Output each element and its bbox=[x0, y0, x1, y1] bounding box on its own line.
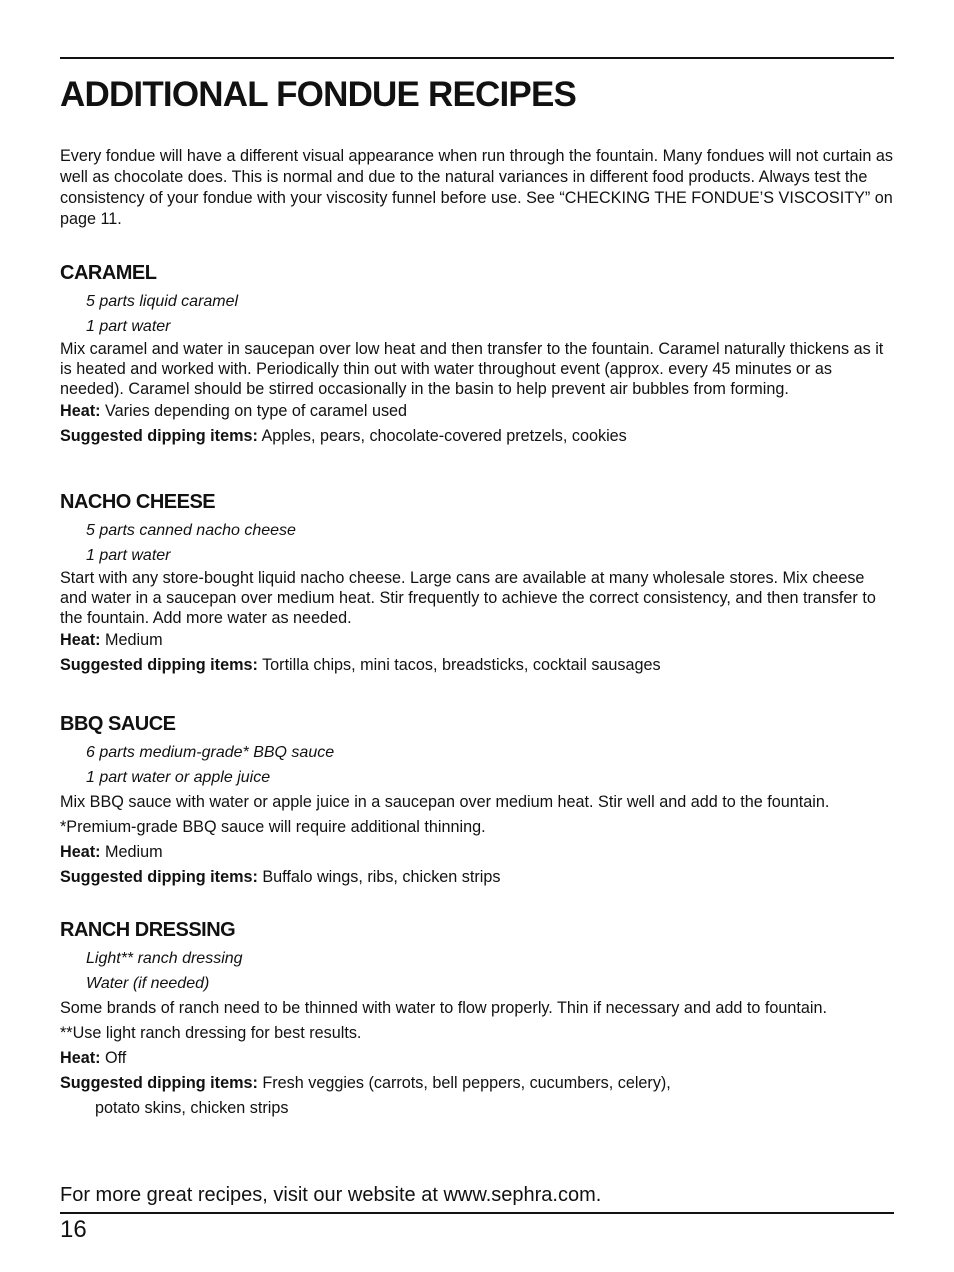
footer-website-text: For more great recipes, visit our website at www.sephra.com. bbox=[60, 1184, 602, 1206]
dipping-value: Fresh veggies (carrots, bell peppers, cucumbers, celery), bbox=[262, 1074, 671, 1092]
ingredient-line: Light** ranch dressing bbox=[86, 950, 243, 967]
recipe-ranch-dressing bbox=[60, 917, 894, 1121]
recipe-heading: CARAMEL bbox=[60, 262, 157, 284]
recipe-instructions: Start with any store-bought liquid nacho cheese. Large cans are available at many wholesale stores. Mix cheese and water in a saucepan over medium heat. Stir frequently to achieve the correct consistency, and then transfer to the fountain. Add more water as needed. bbox=[60, 569, 876, 627]
ingredient-line: 5 parts liquid caramel bbox=[86, 293, 239, 310]
ingredient-line: 1 part water or apple juice bbox=[86, 769, 271, 786]
recipe-heading: RANCH DRESSING bbox=[60, 919, 236, 941]
dipping-continuation: potato skins, chicken strips bbox=[95, 1099, 289, 1117]
ingredient-line: Water (if needed) bbox=[86, 975, 210, 992]
recipe-note: *Premium-grade BBQ sauce will require additional thinning. bbox=[60, 818, 486, 836]
heat-value: Varies depending on type of caramel used bbox=[104, 402, 408, 420]
ingredient-line: 5 parts canned nacho cheese bbox=[86, 522, 296, 539]
page-title: ADDITIONAL FONDUE RECIPES bbox=[60, 75, 577, 114]
heat-value: Medium bbox=[104, 843, 163, 861]
heat-line bbox=[60, 399, 894, 424]
intro-paragraph: Every fondue will have a different visual appearance when run through the fountain. Many fondues will not curtain as well as chocolate does. This is normal and due to the natural variances in different food products. Always test the consistency of your fondue with your viscosity funnel before use. See “CHECKING THE FONDUE’S VISCOSITY” on page 11. bbox=[60, 147, 893, 228]
ingredient-line: 1 part water bbox=[86, 318, 171, 335]
recipe-instructions: Mix BBQ sauce with water or apple juice in a saucepan over medium heat. Stir well and add to the fountain. bbox=[60, 793, 830, 811]
dipping-value: Tortilla chips, mini tacos, breadsticks, cocktail sausages bbox=[262, 656, 661, 674]
ingredient-line: 6 parts medium-grade* BBQ sauce bbox=[86, 744, 335, 761]
recipe-bbq-sauce bbox=[60, 711, 894, 890]
heat-line bbox=[60, 628, 894, 653]
heat-line bbox=[60, 840, 894, 865]
heat-label: Heat: bbox=[60, 402, 101, 420]
ingredient-line: 1 part water bbox=[86, 547, 171, 564]
dipping-value: Buffalo wings, ribs, chicken strips bbox=[262, 868, 501, 886]
recipe-heading: NACHO CHEESE bbox=[60, 491, 216, 513]
dipping-label: Suggested dipping items: bbox=[60, 868, 258, 886]
heat-value: Medium bbox=[104, 631, 163, 649]
dipping-label: Suggested dipping items: bbox=[60, 656, 258, 674]
recipe-nacho-cheese bbox=[60, 489, 894, 678]
dipping-label: Suggested dipping items: bbox=[60, 427, 258, 445]
heat-line bbox=[60, 1046, 894, 1071]
dipping-line bbox=[60, 653, 894, 678]
heat-label: Heat: bbox=[60, 631, 101, 649]
heat-label: Heat: bbox=[60, 1049, 101, 1067]
heat-label: Heat: bbox=[60, 843, 101, 861]
bottom-rule bbox=[60, 1212, 894, 1214]
recipe-note: **Use light ranch dressing for best results. bbox=[60, 1024, 362, 1042]
top-rule bbox=[60, 57, 894, 59]
dipping-line bbox=[60, 424, 894, 449]
recipe-caramel bbox=[60, 260, 894, 449]
recipe-instructions: Some brands of ranch need to be thinned with water to flow properly. Thin if necessary and add to fountain. bbox=[60, 999, 827, 1017]
recipe-instructions: Mix caramel and water in saucepan over low heat and then transfer to the fountain. Caramel naturally thickens as it is heated and worked with. Periodically thin out with water throughout event (approx. every 45 minutes or as needed). Caramel should be stirred occasionally in the basin to help prevent air bubbles from forming. bbox=[60, 340, 884, 398]
dipping-line bbox=[60, 1071, 894, 1096]
dipping-line bbox=[60, 865, 894, 890]
page-number: 16 bbox=[60, 1216, 87, 1243]
recipe-heading: BBQ SAUCE bbox=[60, 713, 176, 735]
heat-value: Off bbox=[104, 1049, 127, 1067]
dipping-label: Suggested dipping items: bbox=[60, 1074, 258, 1092]
dipping-value: Apples, pears, chocolate-covered pretzels, cookies bbox=[261, 427, 627, 445]
